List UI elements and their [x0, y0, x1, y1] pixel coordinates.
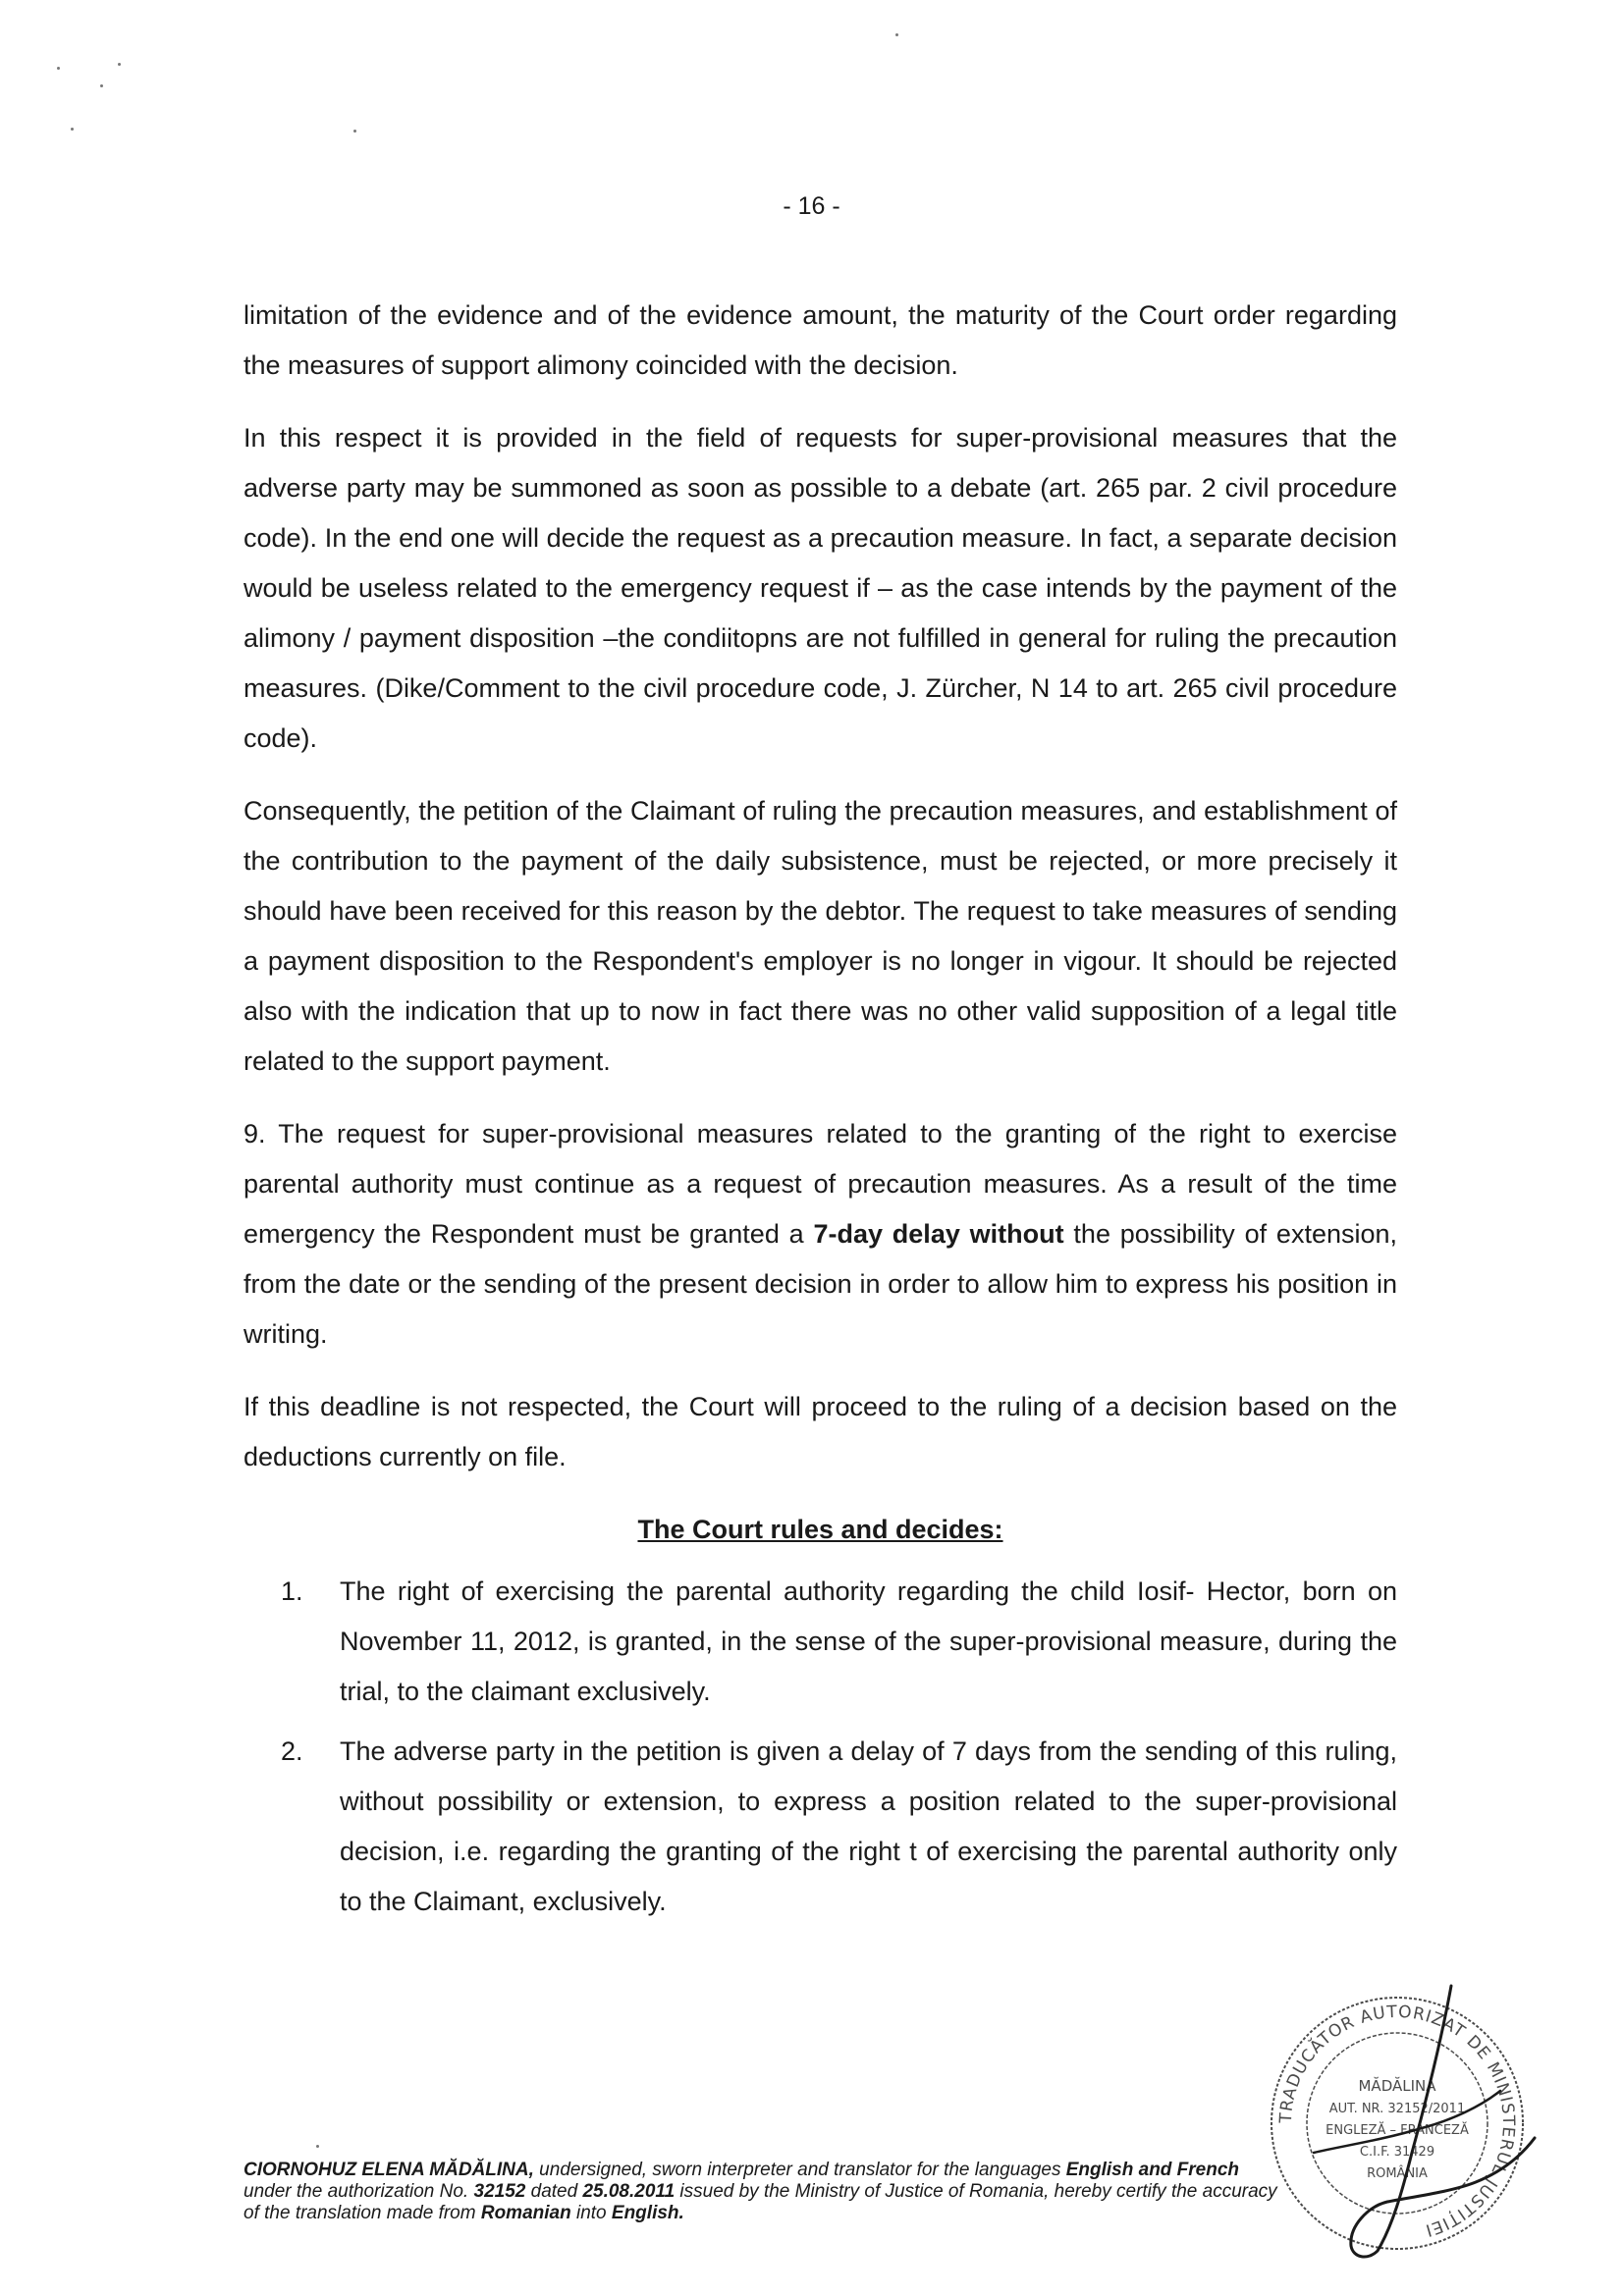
- page-number: - 16 -: [783, 192, 840, 220]
- translator-certification: [243, 2160, 1284, 2224]
- ruling-text: The right of exercising the parental authority regarding the child Iosif- Hector, born on November 11, 2012, is granted, in the sense of the super-provisional measure, during the trial, to the claimant exclusively.: [340, 1576, 1397, 1706]
- stamp-line: ROMÂNIA: [1367, 2166, 1428, 2181]
- stamp-ring-text: TRADUCĂTOR AUTORIZAT DE MINISTERUL JUSTIȚIEI: [1275, 2002, 1519, 2240]
- certification-languages: English and French: [1065, 2160, 1240, 2180]
- paragraph-9-text: 9. The request for super-provisional measures related to the granting of the right to exercise parental authority must continue as a request of precaution measures. As a result of the time emergency the Respondent must be granted a: [243, 1119, 1397, 1249]
- certification-text: under the authorization No.: [243, 2181, 474, 2202]
- paragraph-deadline: If this deadline is not respected, the Court will proceed to the ruling of a decision based on the deductions currently on file.: [243, 1392, 1397, 1471]
- translator-stamp: [1255, 1981, 1540, 2266]
- rulings-list: [243, 1567, 1397, 1927]
- ruling-item: [243, 1567, 1397, 1717]
- ruling-item: [243, 1727, 1397, 1927]
- paragraph-evidence-limitation: limitation of the evidence and of the evidence amount, the maturity of the Court order regarding the measures of support alimony coincided with the decision.: [243, 300, 1397, 380]
- ruling-text: The adverse party in the petition is given a delay of 7 days from the sending of this ruling, without possibility or extension, to express a position related to the super-provisional decision, i.e. regarding the granting of the right t of exercising the parental authority only to the Claimant, exclusively.: [340, 1736, 1397, 1916]
- authorization-number: 32152: [473, 2181, 526, 2202]
- certification-text: undersigned, sworn interpreter and translator for the languages: [533, 2160, 1066, 2180]
- stamp-line: MĂDĂLINA: [1358, 2077, 1436, 2095]
- source-language: Romanian: [480, 2203, 571, 2223]
- stamp-line: ENGLEZĂ – FRANCEZĂ: [1325, 2123, 1469, 2138]
- ruling-number: 1.: [281, 1576, 303, 1606]
- scan-speck: [353, 130, 356, 133]
- ruling-number: 2.: [281, 1736, 303, 1766]
- certification-text: into: [570, 2203, 612, 2223]
- signature-stroke: [1314, 2091, 1500, 2153]
- paragraph-9-emphasis: 7-day delay without: [813, 1219, 1064, 1249]
- stamp-line: AUT. NR. 32152/2011: [1328, 2102, 1466, 2116]
- paragraph-super-provisional: In this respect it is provided in the field of requests for super-provisional measures that the adverse party may be summoned as soon as possible to a debate (art. 265 par. 2 civil procedure code). In the end one will decide the request as a precaution measure. In fact, a separate decision would be useless related to the emergency request if – as the case intends by the payment of the alimony / payment disposition –the condiitopns are not fulfilled in general for ruling the precaution measures. (Dike/Comment to the civil procedure code, J. Zürcher, N 14 to art. 265 civil procedure code).: [243, 423, 1397, 753]
- certification-text: dated: [525, 2181, 583, 2202]
- scan-speck: [895, 33, 898, 36]
- scan-speck: [71, 128, 74, 131]
- authorization-date: 25.08.2011: [582, 2181, 676, 2202]
- translator-name: CIORNOHUZ ELENA MĂDĂLINA,: [243, 2160, 534, 2180]
- document-body: [243, 291, 1397, 1937]
- rulings-heading: The Court rules and decides:: [637, 1515, 1003, 1544]
- scan-speck: [100, 84, 103, 87]
- certification-text: issued by the Ministry of Justice of Romania, hereby certify the accuracy of the translation made from: [243, 2181, 1277, 2223]
- target-language: English.: [611, 2203, 684, 2223]
- paragraph-9: [243, 1109, 1397, 1360]
- scan-speck: [118, 63, 121, 66]
- scan-speck: [316, 2145, 319, 2148]
- stamp-line: C.I.F. 31429: [1359, 2145, 1435, 2160]
- paragraph-9-text-end: the possibility of extension, from the date or the sending of the present decision in order to allow him to express his position in writing.: [243, 1219, 1398, 1349]
- paragraph-consequently: Consequently, the petition of the Claimant of ruling the precaution measures, and establishment of the contribution to the payment of the daily subsistence, must be rejected, or more precisely it should have been received for this reason by the debtor. The request to take measures of sending a payment disposition to the Respondent's employer is no longer in vigour. It should be rejected also with the indication that up to now in fact there was no other valid supposition of a legal title related to the support payment.: [243, 796, 1397, 1076]
- scan-speck: [57, 67, 60, 70]
